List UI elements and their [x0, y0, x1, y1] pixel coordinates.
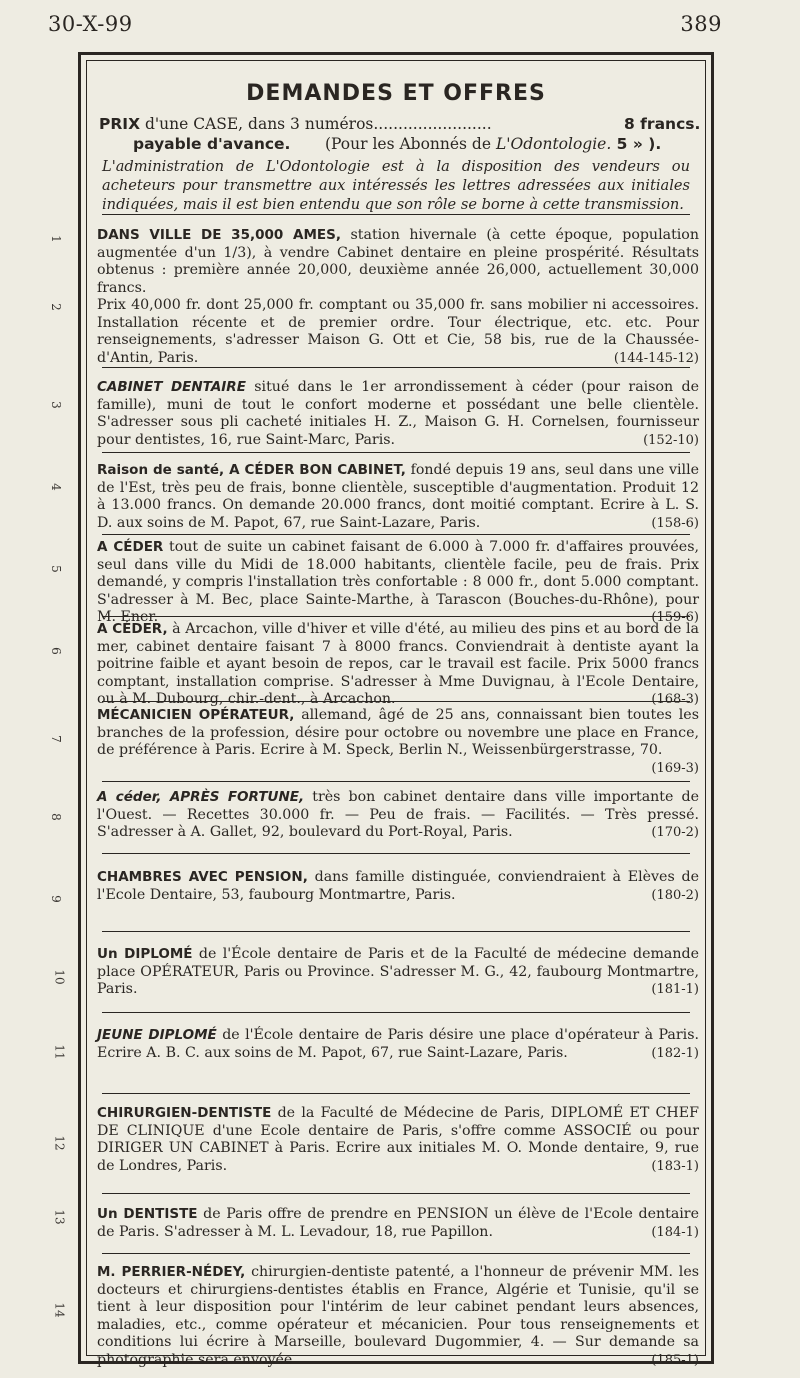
price-line-1 [99, 115, 701, 133]
ad-lead: M. PERRIER-NÉDEY, [97, 1264, 246, 1280]
ad-text: situé dans le 1er arrondissement à céder (pour raison de famille), muni de tout le confort moderne et possédant une belle clientèle. S'adresser sous pli cacheté initiales H. Z., Maison G. H. Cornelsen, fournisseur pour dentistes, 16, rue Saint-Marc, Paris. [97, 379, 699, 448]
ad-12 [97, 1206, 699, 1241]
ad-lead: CABINET DENTAIRE [97, 379, 246, 395]
margin-number: 14 [52, 1302, 67, 1318]
ad-text-2: Prix 40,000 fr. dont 25,000 fr. comptant ou 35,000 fr. sans mobilier ni accessoires. Installation récente et de premier ordre. Tour électrique, etc. etc. Pour renseignements, s'adresser Maison G. Ott et Cie, 58 bis, rue de la Chaussée-d'Antin, Paris. [97, 297, 699, 366]
ad-9 [97, 946, 699, 999]
ad-4 [97, 539, 699, 627]
separator [102, 1253, 690, 1254]
ad-text: de l'École dentaire de Paris désire une place d'opérateur à Paris. Ecrire A. B. C. aux soins de M. Papot, 67, rue Saint-Lazare, Paris. [97, 1027, 700, 1061]
ad-lead: A CÉDER [97, 539, 164, 555]
price-desc: d'une CASE, dans 3 numéros........................ [140, 115, 492, 133]
ad-lead: DANS VILLE DE 35,000 AMES, [97, 227, 341, 243]
separator [102, 367, 690, 368]
separator [102, 1012, 690, 1013]
ad-lead: CHAMBRES AVEC PENSION, [97, 869, 308, 885]
separator [102, 781, 690, 782]
separator [102, 701, 690, 702]
ad-ref: (183-1) [651, 1158, 699, 1174]
ad-6 [97, 707, 699, 777]
ads-frame [78, 52, 714, 1368]
ad-ref: (159-6) [651, 610, 699, 625]
price-label: PRIX [99, 115, 141, 133]
ad-13 [97, 1264, 699, 1369]
margin-number: 13 [52, 1209, 67, 1225]
subscriber-note: (Pour les Abonnés de [324, 135, 496, 153]
ad-text: station hivernale (à cette époque, population augmentée d'un 1/3), à vendre Cabinet dentaire en pleine prospérité. Résultats obtenus : première année 20,000, deuxième année 26,000, actuellement 30,000 francs. [97, 227, 699, 296]
page-date: 30-X-99 [48, 12, 133, 36]
ad-text: à Arcachon, ville d'hiver et ville d'été, au milieu des pins et au bord de la mer, cabinet dentaire faisant 7 à 8000 francs. Conviendrait à dentiste ayant la poitrine faible et ayant besoin de repos, car le travail est facile. Prix 5000 francs comptant, installation comprise. S'adresser à Mme Duvignau, à l'Ecole Dentaire, ou à M. Dubourg, chir.-dent., à Arcachon. [97, 621, 699, 707]
page-number: 389 [680, 12, 722, 36]
margin-number: 8 [48, 813, 63, 821]
ad-text: de l'École dentaire de Paris et de la Faculté de médecine demande place OPÉRATEUR, Paris ou Province. S'adresser M. G., 42, faubourg Montmartre, Paris. [97, 946, 700, 997]
ad-11 [97, 1105, 699, 1175]
journal-name: L'Odontologie. [495, 135, 612, 153]
ad-text: fondé depuis 19 ans, seul dans une ville de l'Est, très peu de frais, bonne clientèle, susceptible d'augmentation. Produit 12 à 13.000 francs. On demande 20.000 francs, dont moitié comptant. Ecrire à L. S. D. aux soins de M. Papot, 67, rue Saint-Lazare, Paris. [97, 462, 699, 531]
ad-ref: (168-3) [651, 692, 699, 707]
ad-ref: (144-145-12) [613, 350, 699, 366]
margin-number: 5 [48, 565, 63, 573]
separator [102, 214, 690, 215]
ad-ref: (185-1) [651, 1352, 699, 1368]
ad-5 [97, 621, 699, 709]
ad-text: allemand, âgé de 25 ans, connaissant bien toutes les branches de la profession, désire pour octobre ou novembre une place en France, de préférence à Paris. Ecrire à M. Speck, Berlin N., Weissenbürgerstrasse, 70. [97, 707, 699, 758]
ad-2 [97, 379, 699, 449]
ad-lead: Un DIPLOMÉ [97, 946, 193, 962]
ad-10 [97, 1027, 699, 1062]
separator [102, 1193, 690, 1194]
margin-number: 12 [52, 1135, 67, 1151]
ad-text: de Paris offre de prendre en PENSION un élève de l'Ecole dentaire de Paris. S'adresser à M. L. Levadour, 18, rue Papillon. [97, 1206, 699, 1240]
separator [102, 931, 690, 932]
ad-lead: Un DENTISTE [97, 1206, 198, 1222]
ad-text: dans famille distinguée, conviendraient à Elèves de l'Ecole Dentaire, 53, faubourg Montmartre, Paris. [97, 869, 699, 903]
ad-1 [97, 227, 699, 367]
separator [102, 1093, 690, 1094]
margin-number: 2 [48, 303, 63, 311]
ad-lead: A CÉDER, [97, 621, 168, 637]
ad-ref: (158-6) [651, 515, 699, 531]
separator [102, 534, 690, 535]
separator [102, 853, 690, 854]
margin-number: 3 [48, 401, 63, 409]
margin-number: 7 [48, 735, 63, 743]
ad-lead: JEUNE DIPLOMÉ [97, 1027, 217, 1043]
ad-7 [97, 789, 699, 842]
ad-lead: CHIRURGIEN-DENTISTE [97, 1105, 272, 1121]
ad-ref: (181-1) [651, 982, 699, 997]
price-line-2 [133, 135, 661, 153]
ad-ref: (182-1) [651, 1045, 699, 1061]
margin-number: 4 [48, 483, 63, 491]
ad-text: de la Faculté de Médecine de Paris, DIPLOMÉ ET CHEF DE CLINIQUE d'une Ecole dentaire de Paris, s'offre comme ASSOCIÉ ou pour DIRIGER UN CABINET à Paris. Ecrire aux initiales M. O. Monde dentaire, 9, rue de Londres, Paris. [97, 1105, 699, 1174]
section-title: DEMANDES ET OFFRES [246, 81, 546, 106]
ad-ref: (184-1) [651, 1224, 699, 1240]
ads-frame-inner [86, 60, 706, 1368]
ad-8 [97, 869, 699, 904]
ad-text: tout de suite un cabinet faisant de 6.000 à 7.000 fr. d'affaires prouvées, seul dans ville du Midi de 18.000 habitants, clientèle facile, peu de frais. Prix demandé, y compris l'installation très confortable : 8 000 fr., dont 5.000 comptant. S'adresser à M. Bec, place Sainte-Marthe, à Tarascon (Bouches-du-Rhône), pour M. Ener. [97, 539, 699, 625]
ad-ref: (152-10) [643, 432, 699, 448]
administration-notice: L'administration de L'Odontologie est à la disposition des vendeurs ou acheteurs pour transmettre aux intéressés les lettres adressées aux initiales indiquées, mais il est bien entendu que son rôle se borne à cette transmission. [102, 158, 690, 213]
margin-number: 1 [48, 235, 63, 243]
margin-number: 6 [48, 647, 63, 655]
ad-lead: MÉCANICIEN OPÉRATEUR, [97, 707, 295, 723]
separator [102, 452, 690, 453]
price-amount: 8 francs. [624, 115, 701, 133]
subscriber-price: 5 » ). [611, 135, 662, 153]
margin-number: 9 [48, 895, 63, 903]
ad-ref: (169-3) [651, 760, 699, 776]
ad-lead: A céder, APRÈS FORTUNE, [97, 789, 305, 805]
ad-ref: (180-2) [651, 887, 699, 903]
margin-number: 10 [52, 969, 67, 985]
margin-number: 11 [52, 1044, 67, 1060]
payment-terms: payable d'avance. [133, 135, 291, 153]
ad-lead: Raison de santé, A CÉDER BON CABINET, [97, 462, 406, 478]
ad-text: très bon cabinet dentaire dans ville importante de l'Ouest. — Recettes 30.000 fr. — Peu de frais. — Facilités. — Très pressé. S'adresser à A. Gallet, 92, boulevard du Port-Royal, Paris. [97, 789, 699, 840]
ad-3 [97, 462, 699, 532]
ad-text: chirurgien-dentiste patenté, a l'honneur de prévenir MM. les docteurs et chirurgiens-dentistes établis en France, Algérie et Tunisie, qu'il se tient à leur disposition pour l'intérim de leur cabinet pendant leurs absences, maladies, etc., comme opérateur et mécanicien. Pour tous renseignements et conditions lui écrire à Marseille, boulevard Dugommier, 4. — Sur demande sa photographie sera envoyée. [97, 1264, 700, 1368]
separator [102, 616, 690, 617]
ad-ref: (170-2) [651, 825, 699, 840]
